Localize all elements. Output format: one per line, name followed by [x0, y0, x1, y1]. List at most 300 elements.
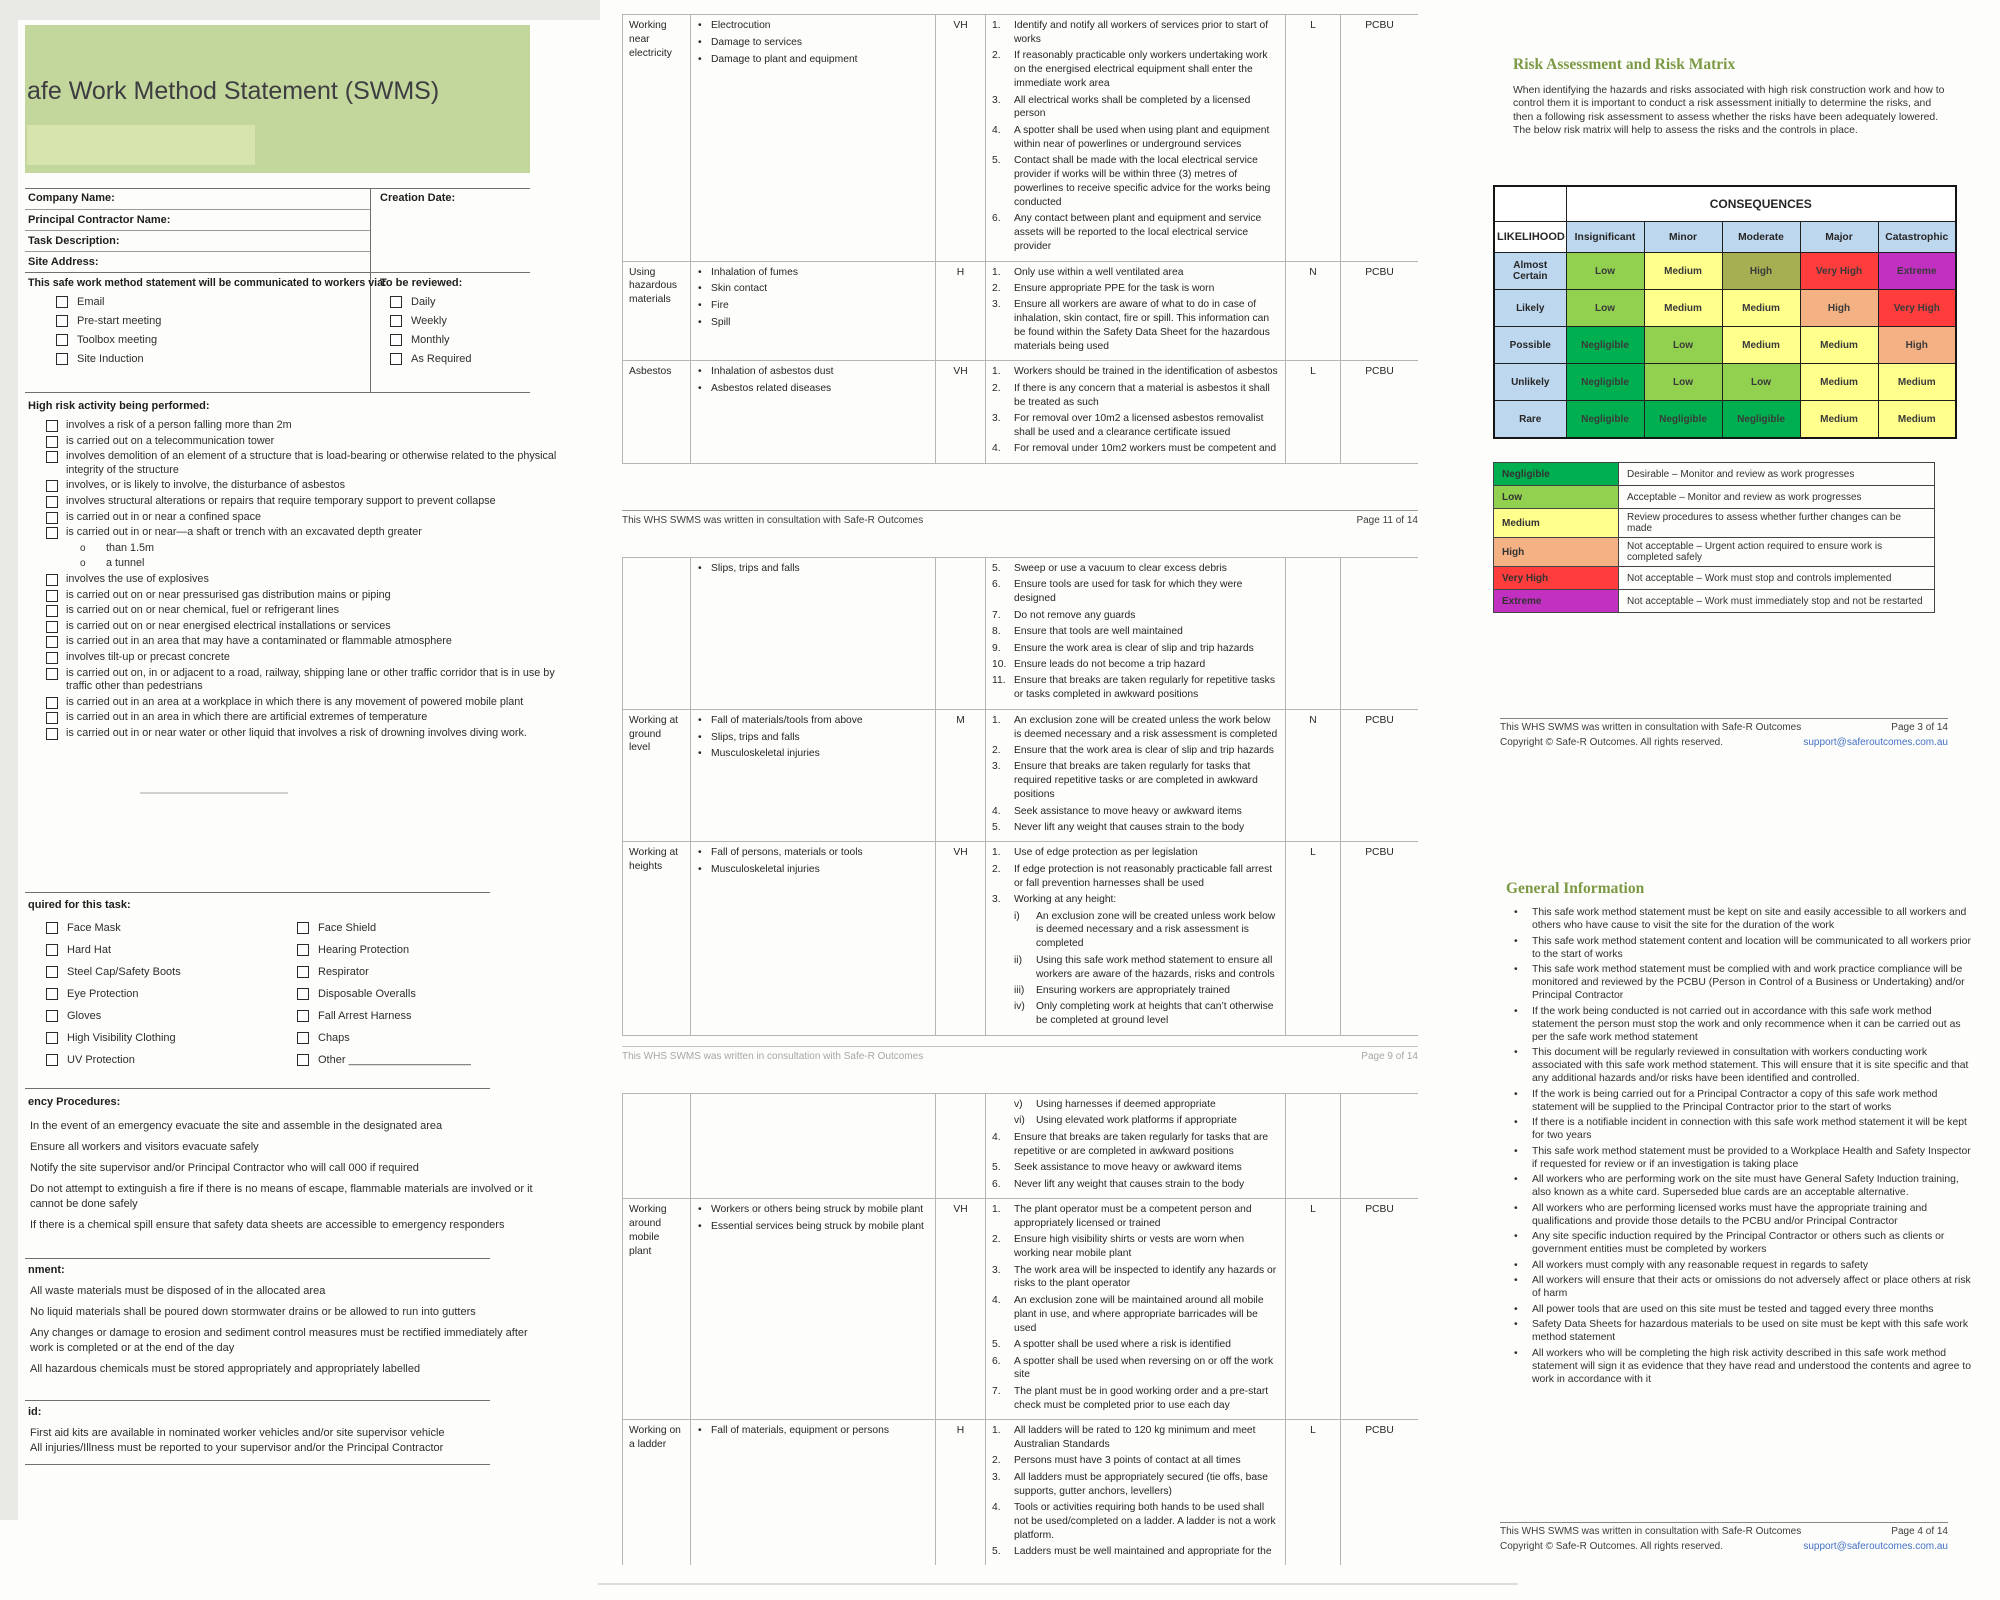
likelihood-label: Rare — [1494, 401, 1566, 439]
checkbox-label: Face Mask — [67, 922, 121, 934]
control-text: Workers should be trained in the identification of asbestos — [1014, 366, 1278, 378]
control-item — [992, 1264, 1279, 1292]
legend-description: Not acceptable – Urgent action required to ensure work is completed safely — [1619, 538, 1935, 567]
bullet-icon: • — [698, 317, 702, 329]
control-marker: 3. — [992, 894, 1001, 906]
list-text: This document will be regularly reviewed in consultation with workers conducting work associated with this safe work method statement. This will ensure that it is site specific and that any additional hazards and/or risks have been identified and controlled. — [1532, 1047, 1969, 1084]
environment-label: nment: — [28, 1264, 65, 1276]
copyright-text: Copyright © Safe-R Outcomes. All rights reserved. — [1500, 1541, 1724, 1552]
matrix-row — [1494, 253, 1956, 290]
control-marker: 3. — [992, 413, 1001, 425]
legend-label: High — [1494, 538, 1619, 567]
checkbox[interactable] — [46, 966, 58, 978]
checkbox-option — [297, 944, 471, 956]
list-item — [1506, 1202, 1978, 1228]
checkbox-label: Site Induction — [77, 353, 144, 365]
risk-cell: Medium — [1878, 401, 1956, 439]
bullet-icon: • — [698, 714, 702, 726]
control-item — [992, 714, 1279, 742]
hazard-item — [697, 266, 929, 280]
control-item — [992, 1471, 1279, 1499]
checkbox[interactable] — [46, 1054, 58, 1066]
risk-cell: Medium — [1800, 327, 1878, 364]
control-marker: 6. — [992, 213, 1001, 225]
checkbox[interactable] — [46, 728, 58, 740]
item-label: is carried out on a telecommunication tower — [66, 434, 275, 447]
control-marker: 10. — [992, 658, 1007, 670]
hazard-item — [697, 36, 929, 50]
checkbox-label: Respirator — [318, 966, 369, 978]
bullet-icon: • — [1514, 964, 1518, 975]
control-marker: 2. — [992, 382, 1001, 394]
checkbox[interactable] — [297, 922, 309, 934]
item-label: is carried out in or near—a shaft or trench with an excavated depth greater — [66, 526, 422, 539]
page-number: Page 4 of 14 — [1891, 1526, 1948, 1537]
checkbox-option — [46, 922, 181, 934]
control-text: An exclusion zone will be created unless work below is deemed necessary and a risk assessment is completed — [1036, 910, 1276, 950]
control-text: Ensure high visibility shirts or vests are worn when working near mobile plant — [1014, 1234, 1245, 1260]
control-marker: 4. — [992, 1131, 1001, 1143]
checkbox[interactable] — [46, 652, 58, 664]
bullet-icon: • — [1514, 1088, 1518, 1100]
list-item — [1506, 1116, 1978, 1142]
control-text: Only completing work at heights that can’t otherwise be completed at ground level — [1036, 1001, 1274, 1027]
checkbox[interactable] — [46, 480, 58, 492]
checkbox[interactable] — [46, 605, 58, 617]
checkbox[interactable] — [46, 1032, 58, 1044]
table-row — [623, 842, 1419, 1035]
checkbox[interactable] — [46, 420, 58, 432]
risk-cell: High — [1878, 327, 1956, 364]
checkbox-option — [46, 966, 181, 978]
list-item — [1506, 1318, 1978, 1344]
bullet-icon: • — [698, 300, 702, 312]
control-item — [992, 1501, 1279, 1543]
control-text: Sweep or use a vacuum to clear excess debris — [1014, 563, 1227, 574]
item-label: is carried out in or near a confined space — [66, 510, 262, 523]
title-banner — [25, 25, 530, 173]
control-item — [992, 1203, 1279, 1231]
checkbox-option — [297, 1054, 471, 1066]
checkbox[interactable] — [46, 668, 58, 680]
checkbox[interactable] — [297, 988, 309, 1000]
risk-cell: Very High — [1800, 253, 1878, 290]
control-text: Ensure that breaks are taken regularly for tasks that required repetitive tasks or are completed in awkward positions — [1014, 761, 1258, 801]
activity-cell — [623, 558, 691, 710]
checkbox-option — [56, 315, 161, 327]
emergency-procedures-label: ency Procedures: — [28, 1096, 121, 1108]
risk-legend-table — [1493, 462, 1935, 613]
list-item — [1506, 935, 1978, 961]
review-options — [390, 296, 472, 372]
control-marker: 7. — [992, 609, 1001, 621]
control-item — [992, 1114, 1279, 1128]
list-item — [1506, 1230, 1978, 1256]
residual-risk-cell: L — [1286, 361, 1341, 463]
support-email-link[interactable]: support@saferoutcomes.com.au — [1803, 1541, 1948, 1552]
hazard-text: Essential services being struck by mobile plant — [711, 1220, 924, 1232]
high-risk-item — [18, 727, 566, 741]
checkbox[interactable] — [46, 1010, 58, 1022]
control-marker: 2. — [992, 1455, 1001, 1467]
hazard-item — [697, 846, 929, 860]
footer-consultation-text: This WHS SWMS was written in consultation with Safe-R Outcomes — [1500, 1526, 1802, 1537]
checkbox[interactable] — [46, 512, 58, 524]
page-edge-line — [598, 1583, 1518, 1585]
form-label-principal-contractor: Principal Contractor Name: — [28, 214, 171, 226]
hazard-item — [697, 316, 929, 330]
likelihood-label: Unlikely — [1494, 364, 1566, 401]
hazard-table-page-11 — [622, 14, 1418, 510]
checkbox[interactable] — [390, 315, 402, 327]
item-label: is carried out in an area in which there are artificial extremes of temperature — [66, 711, 428, 724]
control-text: Tools or activities requiring both hands to be used shall not be used/completed on a ladder. A ladder is not a work platform. — [1014, 1502, 1276, 1541]
bullet-icon: • — [1514, 1202, 1518, 1214]
item-label: is carried out in or near water or other liquid that involves a risk of drowning involves diving work. — [66, 726, 527, 739]
high-risk-label: High risk activity being performed: — [28, 400, 210, 412]
checkbox[interactable] — [56, 353, 68, 365]
risk-cell: Extreme — [1878, 253, 1956, 290]
bullet-icon: • — [1514, 1231, 1518, 1242]
checkbox[interactable] — [46, 574, 58, 586]
risk-matrix-intro: When identifying the hazards and risks associated with high risk construction work and how to control them it is important to conduct a risk assessment initially to determine the risks, and then a following risk assessment to assess whether the risks have been adequately lowered. The below risk matrix will help to assess the risks and the controls in place. — [1513, 85, 1945, 137]
control-item — [992, 1161, 1279, 1175]
matrix-header-row — [1494, 186, 1956, 222]
list-text: All workers who are performing licensed works must have the appropriate training and qualifications and provide those details to the PCBU and/or Principal Contractor — [1532, 1202, 1928, 1227]
hazard-item — [697, 1203, 929, 1217]
checkbox[interactable] — [46, 636, 58, 648]
control-text: All ladders must be appropriately secured (tie offs, base supports, gutter anchors, levellers) — [1014, 1471, 1268, 1497]
risk-cell: Low — [1566, 290, 1644, 327]
list-item — [1506, 963, 1978, 1002]
hazard-item — [697, 282, 929, 296]
control-marker: 3. — [992, 299, 1001, 311]
list-text: This safe work method statement must be provided to a Workplace Health and Safety Inspector if requested for review or if an investigation is taking place — [1532, 1145, 1971, 1170]
control-marker: v) — [1014, 1099, 1023, 1110]
hazard-text: Damage to services — [711, 36, 802, 48]
bullet-icon: • — [698, 1203, 702, 1215]
list-item — [1506, 1145, 1978, 1171]
item-label: is carried out on, in or adjacent to a road, railway, shipping lane or other traffic corridor that is in use by traffic other than pedestrians — [66, 666, 555, 693]
hazard-text: Musculoskeletal injuries — [711, 748, 820, 760]
high-risk-item — [18, 495, 566, 509]
bullet-icon: • — [1514, 1145, 1518, 1157]
legend-description: Not acceptable – Work must stop and controls implemented — [1619, 567, 1935, 590]
hazard-item — [697, 365, 929, 379]
legend-description: Review procedures to assess whether further changes can be made — [1619, 509, 1935, 538]
control-marker: 5. — [992, 155, 1001, 167]
high-risk-item — [18, 651, 566, 665]
control-marker: 5. — [992, 822, 1001, 833]
checkbox-option — [56, 334, 161, 346]
risk-cell: Negligible — [1566, 401, 1644, 439]
hazard-text: Skin contact — [711, 283, 768, 295]
risk-cell: Low — [1644, 327, 1722, 364]
paragraph: Do not attempt to extinguish a fire if there is no means of escape, flammable materials are involved or it cannot be done safely — [30, 1183, 533, 1210]
checkbox[interactable] — [46, 712, 58, 724]
checkbox[interactable] — [56, 315, 68, 327]
checkbox-option — [56, 353, 161, 365]
controls-cell — [986, 558, 1286, 710]
control-text: Persons must have 3 points of contact at all times — [1014, 1455, 1241, 1467]
high-risk-item — [18, 511, 566, 525]
checkbox[interactable] — [46, 922, 58, 934]
control-item — [992, 49, 1279, 91]
checkbox[interactable] — [56, 334, 68, 346]
hazards-cell — [691, 1198, 936, 1419]
hazards-cell — [691, 1094, 936, 1199]
controls-cell — [986, 709, 1286, 842]
likelihood-label: Likely — [1494, 290, 1566, 327]
list-item — [1506, 1274, 1978, 1300]
control-marker: 1. — [992, 366, 1001, 378]
paragraph: If there is a chemical spill ensure that safety data sheets are accessible to emergency responders — [30, 1219, 505, 1231]
control-item — [992, 910, 1279, 952]
table-row — [623, 1198, 1419, 1419]
risk-cell: Medium — [1644, 253, 1722, 290]
control-marker: vi) — [1014, 1115, 1025, 1127]
hazard-text: Fall of persons, materials or tools — [711, 847, 863, 859]
first-aid-text — [30, 1426, 550, 1456]
control-text: If edge protection is not reasonably practicable fall arrest or fall prevention harnesses shall be used — [1014, 863, 1273, 889]
communication-options — [56, 296, 161, 372]
matrix-row — [1494, 401, 1956, 439]
list-text: All workers who are performing work on the site must have General Safety Induction training, also known as a white card. Superseded blue cards are an acceptable alternative. — [1532, 1174, 1959, 1198]
checkbox[interactable] — [390, 353, 402, 365]
control-text: A spotter shall be used where a risk is identified — [1014, 1339, 1231, 1351]
checkbox[interactable] — [390, 296, 402, 308]
hazard-item — [697, 19, 929, 33]
bullet-icon: • — [698, 283, 702, 295]
residual-risk-cell: L — [1286, 1198, 1341, 1419]
communication-label: This safe work method statement will be communicated to workers via: — [28, 277, 387, 289]
list-text: Any site specific induction required by the Principal Contractor or others such as clients or government entities must be completed by workers — [1532, 1231, 1945, 1255]
checkbox-label: Hard Hat — [67, 944, 112, 956]
checkbox[interactable] — [297, 1032, 309, 1044]
legend-row — [1494, 538, 1935, 567]
control-marker: iv) — [1014, 1001, 1025, 1013]
hazard-item — [697, 382, 929, 396]
item-label: involves, or is likely to involve, the disturbance of asbestos — [66, 479, 346, 492]
control-item — [992, 1545, 1279, 1559]
control-marker: 1. — [992, 1425, 1001, 1437]
control-marker: 2. — [992, 744, 1001, 756]
control-text: Do not remove any guards — [1014, 609, 1136, 621]
checkbox-option — [297, 966, 471, 978]
page-footer — [1500, 1522, 1948, 1556]
list-item — [1506, 1259, 1978, 1272]
consequence-column: Minor — [1644, 222, 1722, 253]
item-label: involves a risk of a person falling more than 2m — [66, 419, 292, 431]
control-item — [992, 658, 1279, 672]
table-row — [623, 1094, 1419, 1199]
high-risk-item — [18, 667, 566, 694]
checkbox[interactable] — [56, 296, 68, 308]
bullet-icon: • — [1514, 1174, 1518, 1185]
bullet-icon: • — [1514, 1259, 1518, 1271]
control-item — [992, 863, 1279, 891]
control-marker: 3. — [992, 761, 1001, 773]
checkbox[interactable] — [46, 436, 58, 448]
control-marker: 4. — [992, 124, 1001, 136]
control-marker: 2. — [992, 1234, 1001, 1246]
checkbox[interactable] — [297, 1054, 309, 1066]
control-marker: 6. — [992, 1178, 1001, 1190]
risk-cell: Medium — [1878, 364, 1956, 401]
control-text: Ensure leads do not become a trip hazard — [1014, 658, 1206, 670]
form-label-site-address: Site Address: — [28, 256, 99, 268]
high-risk-item — [18, 557, 606, 571]
ppe-column-right — [297, 922, 471, 1076]
swms-page-1 — [18, 0, 563, 1600]
control-item — [992, 609, 1279, 623]
residual-risk-cell: L — [1286, 15, 1341, 262]
checkbox[interactable] — [297, 966, 309, 978]
control-text: Ensure that the work area is clear of slip and trip hazards — [1014, 744, 1274, 756]
checkbox[interactable] — [46, 527, 58, 539]
hazard-item — [697, 562, 929, 576]
control-marker: 5. — [992, 1339, 1001, 1351]
checkbox[interactable] — [80, 557, 90, 567]
checkbox[interactable] — [46, 944, 58, 956]
control-text: An exclusion zone will be created unless the work below is deemed necessary and a risk assessment is completed — [1014, 714, 1278, 740]
checkbox[interactable] — [390, 334, 402, 346]
item-label: than 1.5m — [106, 541, 155, 554]
control-text: Seek assistance to move heavy or awkward items — [1014, 1162, 1242, 1174]
legend-label: Low — [1494, 486, 1619, 509]
likelihood-header: LIKELIHOOD — [1494, 222, 1566, 253]
checkbox-label: Pre-start meeting — [77, 315, 162, 327]
risk-cell: Medium — [1722, 327, 1800, 364]
initial-risk-cell — [936, 1094, 986, 1199]
risk-cell: Low — [1566, 253, 1644, 290]
hazard-item — [697, 1424, 929, 1438]
control-text: Seek assistance to move heavy or awkward items — [1014, 805, 1242, 817]
checkbox[interactable] — [46, 496, 58, 508]
page-number: Page 11 of 14 — [1356, 515, 1418, 526]
responsible-cell: PCBU — [1341, 709, 1419, 842]
control-item — [992, 282, 1279, 296]
matrix-row — [1494, 364, 1956, 401]
control-item — [992, 760, 1279, 802]
checkbox[interactable] — [80, 542, 90, 552]
footer-consultation-text: This WHS SWMS was written in consultation with Safe-R Outcomes — [622, 515, 924, 526]
emergency-procedures-text — [30, 1119, 558, 1239]
form-label-task-description: Task Description: — [28, 235, 120, 247]
checkbox[interactable] — [46, 621, 58, 633]
control-item — [992, 298, 1279, 354]
control-text: For removal over 10m2 a licensed asbestos removalist shall be used and a clearance certificate issued — [1014, 413, 1264, 439]
table-row — [623, 361, 1419, 463]
checkbox[interactable] — [297, 944, 309, 956]
control-text: An exclusion zone will be maintained around all mobile plant in use, and where appropriate barricades will be used — [1014, 1294, 1264, 1334]
control-item — [992, 893, 1279, 907]
risk-cell: Low — [1644, 364, 1722, 401]
responsible-cell: PCBU — [1341, 15, 1419, 262]
environment-text — [30, 1284, 550, 1383]
copyright-text: Copyright © Safe-R Outcomes. All rights reserved. — [1500, 737, 1724, 748]
hazards-cell — [691, 709, 936, 842]
responsible-cell — [1341, 558, 1419, 710]
checkbox-label: Eye Protection — [67, 988, 139, 1000]
hazard-item — [697, 731, 929, 745]
control-item — [992, 1385, 1279, 1413]
checkbox-option — [390, 334, 472, 346]
activity-cell: Using hazardous materials — [623, 261, 691, 361]
general-information-heading: General Information — [1506, 880, 1645, 897]
checkbox-option — [297, 1032, 471, 1044]
control-marker: 5. — [992, 563, 1001, 574]
bullet-icon: • — [1514, 1047, 1518, 1058]
control-item — [992, 954, 1279, 982]
risk-cell: Very High — [1878, 290, 1956, 327]
residual-risk-cell: N — [1286, 261, 1341, 361]
hazard-text: Fall of materials/tools from above — [711, 714, 863, 726]
control-text: Ensure that breaks are taken regularly for tasks that are repetitive or are completed in awkward positions — [1014, 1131, 1269, 1157]
bullet-icon: • — [1514, 1347, 1518, 1359]
control-marker: 4. — [992, 805, 1001, 817]
control-item — [992, 642, 1279, 656]
item-label: a tunnel — [106, 557, 145, 570]
section-divider — [140, 792, 288, 794]
title-highlight-block — [27, 125, 255, 165]
item-label: is carried out on or near chemical, fuel or refrigerant lines — [66, 604, 340, 617]
initial-risk-cell: VH — [936, 1198, 986, 1419]
control-text: All ladders will be rated to 120 kg minimum and meet Australian Standards — [1014, 1425, 1256, 1451]
control-item — [992, 1338, 1279, 1352]
responsible-cell: PCBU — [1341, 1420, 1419, 1565]
list-item — [1506, 906, 1978, 932]
control-item — [992, 821, 1279, 835]
checkbox[interactable] — [46, 590, 58, 602]
hazard-text: Slips, trips and falls — [711, 563, 800, 574]
matrix-row — [1494, 327, 1956, 364]
checkbox-option — [46, 1054, 181, 1066]
control-item — [992, 578, 1279, 606]
support-email-link[interactable]: support@saferoutcomes.com.au — [1803, 737, 1948, 748]
list-text: Safety Data Sheets for hazardous materials to be used on site must be kept with this safe work method statement — [1532, 1319, 1969, 1343]
control-marker: 3. — [992, 1471, 1001, 1483]
legend-label: Medium — [1494, 509, 1619, 538]
checkbox[interactable] — [46, 697, 58, 709]
control-text: Use of edge protection as per legislation — [1014, 847, 1198, 859]
checkbox-option — [297, 1010, 471, 1022]
control-text: A spotter shall be used when reversing on or off the work site — [1014, 1355, 1274, 1381]
hazard-text: Workers or others being struck by mobile plant — [711, 1203, 924, 1215]
checkbox[interactable] — [46, 988, 58, 1000]
control-text: Using this safe work method statement to ensure all workers are aware of the hazards, risks and controls — [1036, 954, 1275, 980]
list-text: All workers who will be completing the high risk activity described in this safe work method statement will sign it as evidence that they have read and understood the contents and agree to work in accordance with it — [1532, 1347, 1971, 1385]
initial-risk-cell: H — [936, 1420, 986, 1565]
control-text: Ensure that tools are well maintained — [1014, 626, 1183, 638]
control-text: Ensure the work area is clear of slip and trip hazards — [1014, 642, 1254, 654]
control-text: Never lift any weight that causes strain to the body — [1014, 1178, 1245, 1190]
control-text: The plant operator must be a competent person and appropriately licensed or trained — [1014, 1203, 1252, 1229]
control-item — [992, 19, 1279, 47]
checkbox[interactable] — [297, 1010, 309, 1022]
consequence-column: Moderate — [1722, 222, 1800, 253]
bullet-icon: • — [698, 266, 702, 278]
checkbox[interactable] — [46, 451, 58, 463]
control-text: All electrical works shall be completed by a licensed person — [1014, 94, 1251, 120]
control-text: The work area will be inspected to identify any hazards or risks to the plant operator — [1014, 1264, 1277, 1290]
checkbox-option — [297, 988, 471, 1000]
table-row — [623, 261, 1419, 361]
hazard-item — [697, 299, 929, 313]
hazard-text: Fall of materials, equipment or persons — [711, 1425, 889, 1437]
item-label: involves tilt-up or precast concrete — [66, 650, 230, 663]
checkbox-label: Email — [77, 296, 105, 308]
